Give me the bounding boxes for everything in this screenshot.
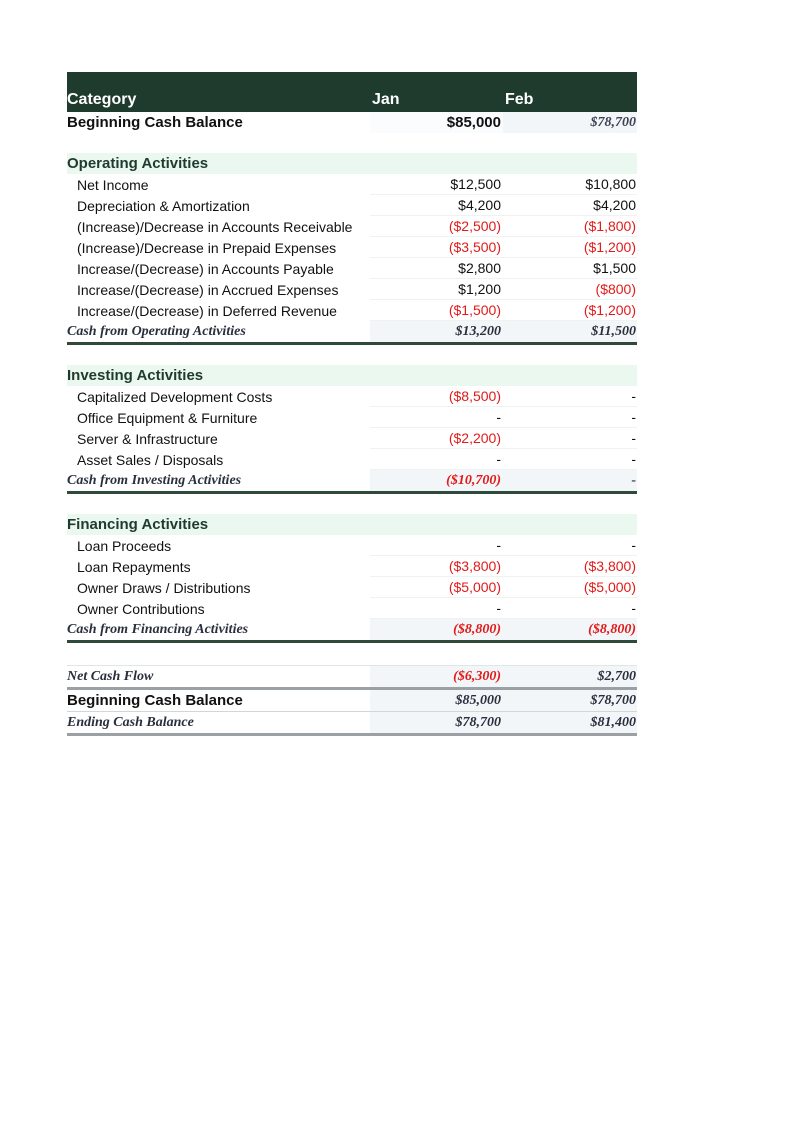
- section-title[interactable]: Financing Activities: [67, 516, 209, 533]
- jan-cell[interactable]: ($3,500): [370, 237, 503, 258]
- table-row: [67, 258, 637, 279]
- jan-cell[interactable]: ($6,300): [370, 666, 503, 687]
- feb-cell[interactable]: $2,700: [503, 666, 637, 687]
- jan-cell[interactable]: $85,000: [370, 690, 503, 711]
- jan-cell[interactable]: ($1,500): [370, 300, 503, 321]
- table-row: [67, 174, 637, 195]
- table-row: [67, 407, 637, 428]
- feb-cell[interactable]: ($3,800): [503, 556, 637, 577]
- jan-cell[interactable]: ($5,000): [370, 577, 503, 598]
- feb-cell[interactable]: -: [503, 470, 637, 491]
- jan-cell[interactable]: ($2,200): [370, 428, 503, 449]
- table-row: [67, 535, 637, 556]
- jan-cell[interactable]: ($8,500): [370, 386, 503, 407]
- row-label[interactable]: (Increase)/Decrease in Prepaid Expenses: [77, 239, 337, 256]
- section-header-operating: [67, 153, 637, 174]
- section-title[interactable]: Investing Activities: [67, 367, 204, 384]
- feb-cell[interactable]: -: [503, 428, 637, 449]
- row-label[interactable]: (Increase)/Decrease in Accounts Receivable: [77, 218, 353, 235]
- table-row: [67, 216, 637, 237]
- cash-flow-table: [67, 72, 637, 736]
- feb-cell[interactable]: ($1,800): [503, 216, 637, 237]
- table-row: [67, 449, 637, 470]
- feb-cell[interactable]: -: [503, 449, 637, 470]
- jan-cell[interactable]: $2,800: [370, 258, 503, 279]
- feb-cell[interactable]: -: [503, 598, 637, 619]
- operating-total-row: [67, 321, 637, 345]
- feb-cell[interactable]: $4,200: [503, 195, 637, 216]
- table-row: [67, 556, 637, 577]
- jan-cell[interactable]: $13,200: [370, 321, 503, 342]
- jan-cell[interactable]: ($2,500): [370, 216, 503, 237]
- header-feb[interactable]: Feb: [505, 91, 534, 108]
- jan-cell[interactable]: ($8,800): [370, 619, 503, 640]
- feb-cell[interactable]: $1,500: [503, 258, 637, 279]
- row-label[interactable]: Depreciation & Amortization: [77, 197, 250, 214]
- total-label[interactable]: Cash from Financing Activities: [67, 621, 249, 637]
- feb-cell[interactable]: ($1,200): [503, 300, 637, 321]
- total-label[interactable]: Cash from Investing Activities: [67, 472, 242, 488]
- net-cash-flow-row: [67, 665, 637, 690]
- row-label[interactable]: Beginning Cash Balance: [67, 692, 243, 709]
- financing-rows: [67, 535, 637, 619]
- feb-cell[interactable]: $11,500: [503, 321, 637, 342]
- row-label[interactable]: Owner Draws / Distributions: [77, 579, 251, 596]
- investing-rows: [67, 386, 637, 470]
- header-category[interactable]: Category: [67, 91, 137, 108]
- row-label[interactable]: Capitalized Development Costs: [77, 388, 273, 405]
- jan-cell[interactable]: $1,200: [370, 279, 503, 300]
- row-label[interactable]: Server & Infrastructure: [77, 430, 218, 447]
- row-label[interactable]: Beginning Cash Balance: [67, 114, 243, 131]
- feb-cell[interactable]: ($5,000): [503, 577, 637, 598]
- jan-cell[interactable]: $85,000: [370, 112, 503, 133]
- feb-cell[interactable]: $78,700: [503, 690, 637, 711]
- feb-cell[interactable]: -: [503, 386, 637, 407]
- row-label[interactable]: Loan Repayments: [77, 558, 191, 575]
- section-header-investing: [67, 365, 637, 386]
- operating-rows: [67, 174, 637, 321]
- total-label[interactable]: Cash from Operating Activities: [67, 323, 246, 339]
- jan-cell[interactable]: $4,200: [370, 195, 503, 216]
- section-title[interactable]: Operating Activities: [67, 155, 209, 172]
- row-label[interactable]: Increase/(Decrease) in Accrued Expenses: [77, 281, 339, 298]
- row-label[interactable]: Ending Cash Balance: [67, 714, 194, 730]
- beginning-cash-row: [67, 112, 637, 133]
- jan-cell[interactable]: $78,700: [370, 712, 503, 733]
- table-row: [67, 577, 637, 598]
- table-row: [67, 195, 637, 216]
- table-row: [67, 237, 637, 258]
- feb-cell[interactable]: ($800): [503, 279, 637, 300]
- row-label[interactable]: Asset Sales / Disposals: [77, 451, 224, 468]
- jan-cell[interactable]: ($3,800): [370, 556, 503, 577]
- feb-cell[interactable]: ($8,800): [503, 619, 637, 640]
- header-row: [67, 72, 637, 112]
- row-label[interactable]: Increase/(Decrease) in Deferred Revenue: [77, 302, 337, 319]
- row-label[interactable]: Net Income: [77, 176, 149, 193]
- summary-beginning-row: [67, 690, 637, 712]
- jan-cell[interactable]: -: [370, 407, 503, 428]
- financing-total-row: [67, 619, 637, 643]
- feb-cell[interactable]: $81,400: [503, 712, 637, 733]
- jan-cell[interactable]: -: [370, 535, 503, 556]
- table-row: [67, 279, 637, 300]
- row-label[interactable]: Office Equipment & Furniture: [77, 409, 258, 426]
- feb-cell[interactable]: -: [503, 535, 637, 556]
- table-row: [67, 598, 637, 619]
- table-row: [67, 428, 637, 449]
- jan-cell[interactable]: -: [370, 449, 503, 470]
- table-row: [67, 386, 637, 407]
- row-label[interactable]: Increase/(Decrease) in Accounts Payable: [77, 260, 334, 277]
- feb-cell[interactable]: $78,700: [503, 112, 637, 133]
- row-label[interactable]: Loan Proceeds: [77, 537, 172, 554]
- investing-total-row: [67, 470, 637, 494]
- feb-cell[interactable]: $10,800: [503, 174, 637, 195]
- ending-cash-row: [67, 712, 637, 736]
- row-label[interactable]: Owner Contributions: [77, 600, 205, 617]
- section-header-financing: [67, 514, 637, 535]
- jan-cell[interactable]: -: [370, 598, 503, 619]
- jan-cell[interactable]: $12,500: [370, 174, 503, 195]
- feb-cell[interactable]: -: [503, 407, 637, 428]
- jan-cell[interactable]: ($10,700): [370, 470, 503, 491]
- feb-cell[interactable]: ($1,200): [503, 237, 637, 258]
- table-row: [67, 300, 637, 321]
- row-label[interactable]: Net Cash Flow: [67, 668, 154, 684]
- header-jan[interactable]: Jan: [372, 91, 400, 108]
